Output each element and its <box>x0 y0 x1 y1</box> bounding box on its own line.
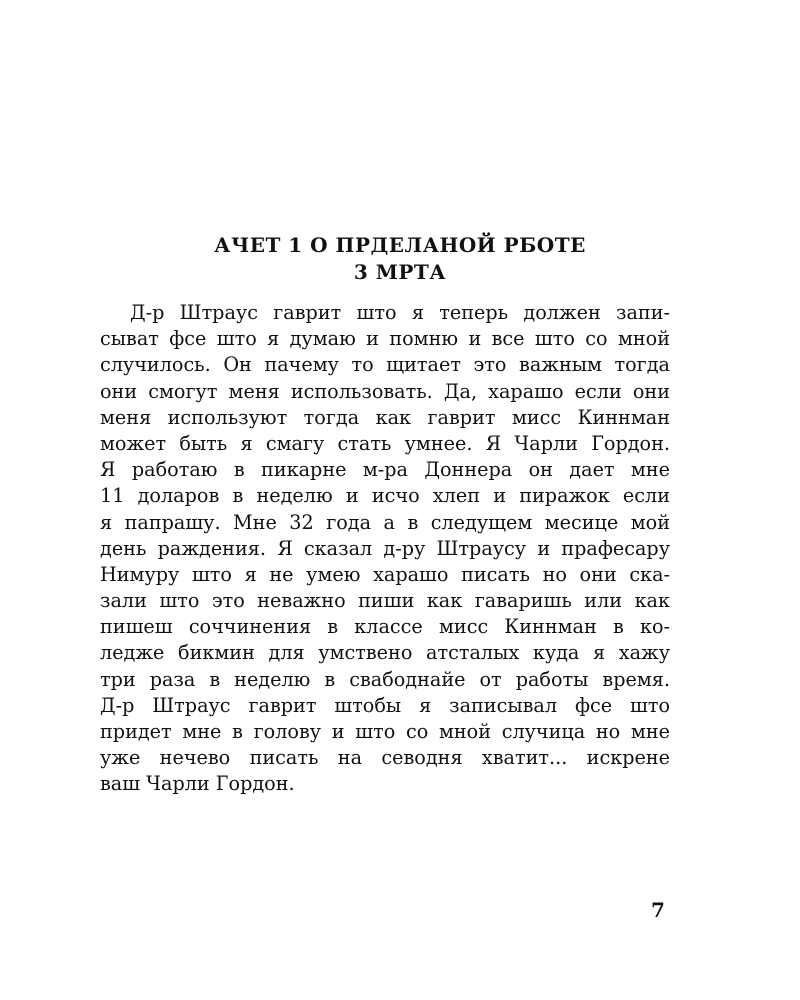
text-line: ваш Чарли Гордон. <box>100 772 295 796</box>
text-line: случилось. Он пачему то щитает это важным тогда <box>100 353 670 377</box>
body-paragraph <box>100 300 670 798</box>
text-line: они смогут меня использовать. Да, харашо если они <box>100 379 670 403</box>
text-line: Я работаю в пикарне м-ра Доннера он дает мне <box>100 458 670 482</box>
text-line: Нимуру што я не умею харашо писать но они ска- <box>100 562 670 586</box>
text-line: придет мне в голову и што со мной случица но мне <box>100 720 670 743</box>
text-line: я папрашу. Мне 32 года а в следущем месице мой <box>100 510 670 534</box>
text-line: Д-р Штраус гаврит штобы я записывал фсе што <box>100 693 670 717</box>
text-line: день раждения. Я сказал д-ру Штраусу и прафесару <box>100 536 670 560</box>
text-line: пишеш соччинения в классе мисс Киннман в ко- <box>100 615 670 639</box>
text-line: может быть я смагу стать умнее. Я Чарли Гордон. <box>100 431 670 455</box>
page-number: 7 <box>651 898 665 922</box>
text-line: 11 доларов в неделю и исчо хлеп и пиражок если <box>100 484 670 508</box>
text-line: сыват фсе што я думаю и помню и все што со мной <box>100 327 670 351</box>
heading-date: 3 МРТА <box>353 260 447 284</box>
text-line: уже нечево писать на севодня хватит... искрене <box>100 746 670 770</box>
heading-title: АЧЕТ 1 О ПРДЕЛАНОЙ РБОТЕ <box>214 233 586 257</box>
text-line: три раза в неделю в свабоднайе от работы время. <box>100 667 670 691</box>
chapter-heading <box>0 232 800 286</box>
text-line: Д-р Штраус гаврит што я теперь должен запи- <box>130 301 670 324</box>
text-line: ледже бикмин для умствено атсталых куда я хажу <box>100 641 670 665</box>
text-line: меня используют тогда как гаврит мисс Киннман <box>100 405 670 429</box>
text-line: зали што это неважно пиши как гаваришь или как <box>100 589 670 613</box>
